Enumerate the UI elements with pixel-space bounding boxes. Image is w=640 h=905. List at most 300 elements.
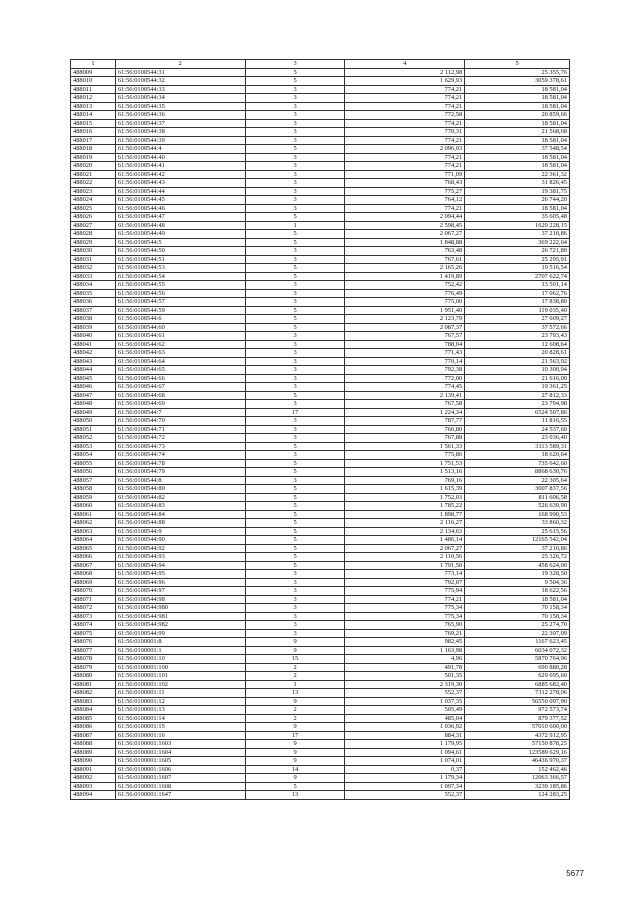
row-number-cell: 488062	[71, 519, 116, 528]
cadastral-number-cell: 61:56:0100544:34	[115, 94, 245, 103]
cadastral-number-cell: 61:56:0100544:42	[115, 170, 245, 179]
area-value-cell: 767,61	[345, 255, 465, 264]
category-code-cell: 2	[245, 672, 345, 681]
cost-value-cell: 369 222,64	[465, 238, 570, 247]
table-row	[71, 255, 570, 264]
cost-value-cell: 23 794,98	[465, 400, 570, 409]
area-value-cell: 1 036,92	[345, 723, 465, 732]
area-value-cell: 2 319,30	[345, 680, 465, 689]
cadastral-number-cell: 61:56:0100544:47	[115, 213, 245, 222]
cadastral-number-cell: 61:56:0100001:100	[115, 663, 245, 672]
area-value-cell: 769,21	[345, 629, 465, 638]
cost-value-cell: 5870 764,96	[465, 655, 570, 664]
table-row	[71, 697, 570, 706]
area-value-cell: 2 116,27	[345, 519, 465, 528]
area-value-cell: 792,07	[345, 578, 465, 587]
cadastral-number-cell: 61:56:0100544:68	[115, 391, 245, 400]
cost-value-cell: 18 581,04	[465, 595, 570, 604]
category-code-cell: 5	[245, 519, 345, 528]
cost-value-cell: 19 361,25	[465, 383, 570, 392]
row-number-cell: 488091	[71, 765, 116, 774]
area-value-cell: 775,86	[345, 451, 465, 460]
cost-value-cell: 6034 072,32	[465, 646, 570, 655]
area-value-cell: 767,58	[345, 400, 465, 409]
row-number-cell: 488050	[71, 417, 116, 426]
category-code-cell: 2	[245, 663, 345, 672]
table-row	[71, 544, 570, 553]
header-row	[71, 60, 570, 69]
table-row	[71, 366, 570, 375]
category-code-cell: 5	[245, 238, 345, 247]
cadastral-number-cell: 61:56:0100544:40	[115, 153, 245, 162]
area-value-cell: 505,49	[345, 706, 465, 715]
category-code-cell: 3	[245, 400, 345, 409]
row-number-cell: 488019	[71, 153, 116, 162]
cost-value-cell: 70 158,34	[465, 612, 570, 621]
table-row	[71, 706, 570, 715]
area-value-cell: 2 123,79	[345, 315, 465, 324]
cost-value-cell: 37 210,86	[465, 544, 570, 553]
cost-value-cell: 21 568,68	[465, 128, 570, 137]
row-number-cell: 488078	[71, 655, 116, 664]
category-code-cell: 17	[245, 731, 345, 740]
area-value-cell: 1 951,40	[345, 306, 465, 315]
row-number-cell: 488087	[71, 731, 116, 740]
cost-value-cell: 18 620,64	[465, 451, 570, 460]
table-row	[71, 85, 570, 94]
category-code-cell: 5	[245, 264, 345, 273]
area-value-cell: 2 110,56	[345, 553, 465, 562]
table-row	[71, 408, 570, 417]
area-value-cell: 1 094,61	[345, 748, 465, 757]
area-value-cell: 1 751,53	[345, 459, 465, 468]
row-number-cell: 488017	[71, 136, 116, 145]
cost-value-cell: 6885 682,40	[465, 680, 570, 689]
row-number-cell: 488073	[71, 612, 116, 621]
table-row	[71, 757, 570, 766]
area-value-cell: 1 513,16	[345, 468, 465, 477]
area-value-cell: 501,35	[345, 672, 465, 681]
row-number-cell: 488047	[71, 391, 116, 400]
row-number-cell: 488071	[71, 595, 116, 604]
category-code-cell: 3	[245, 196, 345, 205]
area-value-cell: 1 561,33	[345, 442, 465, 451]
category-code-cell: 5	[245, 493, 345, 502]
area-value-cell: 552,37	[345, 791, 465, 800]
row-number-cell: 488069	[71, 578, 116, 587]
area-value-cell: 1 224,34	[345, 408, 465, 417]
area-value-cell: 775,27	[345, 187, 465, 196]
cadastral-number-cell: 61:56:0100544:71	[115, 425, 245, 434]
area-value-cell: 767,88	[345, 434, 465, 443]
row-number-cell: 488025	[71, 204, 116, 213]
table-row	[71, 459, 570, 468]
row-number-cell: 488024	[71, 196, 116, 205]
cadastral-number-cell: 61:56:0100544:9	[115, 527, 245, 536]
category-code-cell: 3	[245, 425, 345, 434]
table-row	[71, 170, 570, 179]
row-number-cell: 488094	[71, 791, 116, 800]
cost-value-cell: 18 581,04	[465, 153, 570, 162]
row-number-cell: 488045	[71, 374, 116, 383]
area-value-cell: 1 791,50	[345, 561, 465, 570]
table-row	[71, 604, 570, 613]
row-number-cell: 488016	[71, 128, 116, 137]
area-value-cell: 770,14	[345, 357, 465, 366]
area-value-cell: 2 067,27	[345, 544, 465, 553]
category-code-cell: 5	[245, 510, 345, 519]
category-code-cell: 3	[245, 119, 345, 128]
cadastral-number-cell: 61:56:0100544:98	[115, 595, 245, 604]
category-code-cell: 3	[245, 417, 345, 426]
table-row	[71, 179, 570, 188]
cost-value-cell: 21 616,00	[465, 374, 570, 383]
table-row	[71, 663, 570, 672]
cadastral-number-cell: 61:56:0100544:57	[115, 298, 245, 307]
cadastral-number-cell: 61:56:0100544:48	[115, 221, 245, 230]
area-value-cell: 2 112,98	[345, 68, 465, 77]
row-number-cell: 488042	[71, 349, 116, 358]
cadastral-number-cell: 61:56:0100544:5	[115, 238, 245, 247]
cost-value-cell: 124 283,25	[465, 791, 570, 800]
cost-value-cell: 3059 378,61	[465, 77, 570, 86]
cadastral-number-cell: 61:56:0100544:981	[115, 612, 245, 621]
cadastral-number-cell: 61:56:0100544:93	[115, 553, 245, 562]
cost-value-cell: 27 812,33	[465, 391, 570, 400]
row-number-cell: 488049	[71, 408, 116, 417]
category-code-cell: 3	[245, 128, 345, 137]
table-row	[71, 289, 570, 298]
category-code-cell: 2	[245, 714, 345, 723]
table-row	[71, 204, 570, 213]
cost-value-cell: 9 504,36	[465, 578, 570, 587]
category-code-cell: 3	[245, 578, 345, 587]
category-code-cell: 3	[245, 451, 345, 460]
area-value-cell: 774,21	[345, 85, 465, 94]
category-code-cell: 5	[245, 536, 345, 545]
row-number-cell: 488060	[71, 502, 116, 511]
area-value-cell: 2 165,26	[345, 264, 465, 273]
category-code-cell: 3	[245, 366, 345, 375]
category-code-cell: 3	[245, 332, 345, 341]
cadastral-number-cell: 61:56:0100544:80	[115, 485, 245, 494]
cadastral-number-cell: 61:56:0100001:1604	[115, 748, 245, 757]
row-number-cell: 488009	[71, 68, 116, 77]
category-code-cell: 3	[245, 102, 345, 111]
table-row	[71, 136, 570, 145]
category-code-cell: 9	[245, 774, 345, 783]
category-code-cell: 1	[245, 221, 345, 230]
category-code-cell: 13	[245, 689, 345, 698]
table-row	[71, 77, 570, 86]
category-code-cell: 3	[245, 357, 345, 366]
category-code-cell: 3	[245, 289, 345, 298]
cost-value-cell: 22 307,09	[465, 629, 570, 638]
cost-value-cell: 26 744,20	[465, 196, 570, 205]
cadastral-number-cell: 61:56:0100544:83	[115, 502, 245, 511]
row-number-cell: 488068	[71, 570, 116, 579]
category-code-cell: 15	[245, 655, 345, 664]
category-code-cell: 3	[245, 247, 345, 256]
table-row	[71, 510, 570, 519]
row-number-cell: 488035	[71, 289, 116, 298]
table-row	[71, 731, 570, 740]
category-code-cell: 5	[245, 502, 345, 511]
table-row	[71, 672, 570, 681]
category-code-cell: 3	[245, 604, 345, 613]
category-code-cell: 3	[245, 349, 345, 358]
cadastral-number-cell: 61:56:0100544:59	[115, 306, 245, 315]
table-row	[71, 451, 570, 460]
area-value-cell: 1 898,77	[345, 510, 465, 519]
page-number: 5677	[566, 869, 584, 878]
cadastral-number-cell: 61:56:0100001:10	[115, 655, 245, 664]
cost-value-cell: 19 381,75	[465, 187, 570, 196]
table-row	[71, 425, 570, 434]
category-code-cell: 3	[245, 281, 345, 290]
cost-value-cell: 629 695,60	[465, 672, 570, 681]
row-number-cell: 488038	[71, 315, 116, 324]
area-value-cell: 774,21	[345, 136, 465, 145]
cadastral-number-cell: 61:56:0100544:41	[115, 162, 245, 171]
area-value-cell: 772,00	[345, 374, 465, 383]
cost-value-cell: 1629 228,15	[465, 221, 570, 230]
area-value-cell: 768,43	[345, 179, 465, 188]
cadastral-number-cell: 61:56:0100544:72	[115, 434, 245, 443]
row-number-cell: 488030	[71, 247, 116, 256]
row-number-cell: 488053	[71, 442, 116, 451]
area-value-cell: 1 629,93	[345, 77, 465, 86]
area-value-cell: 1 179,34	[345, 774, 465, 783]
area-value-cell: 0,37	[345, 765, 465, 774]
table-row	[71, 145, 570, 154]
category-code-cell: 3	[245, 476, 345, 485]
table-row	[71, 315, 570, 324]
category-code-cell: 5	[245, 442, 345, 451]
cost-value-cell: 18 622,56	[465, 587, 570, 596]
cadastral-number-cell: 61:56:0100544:64	[115, 357, 245, 366]
table-row	[71, 502, 570, 511]
row-number-cell: 488021	[71, 170, 116, 179]
row-number-cell: 488067	[71, 561, 116, 570]
cost-value-cell: 3113 589,31	[465, 442, 570, 451]
cost-value-cell: 20 859,66	[465, 111, 570, 120]
cost-value-cell: 18 581,04	[465, 102, 570, 111]
cadastral-number-cell: 61:56:0100544:73	[115, 442, 245, 451]
row-number-cell: 488059	[71, 493, 116, 502]
category-code-cell: 5	[245, 272, 345, 281]
category-code-cell: 17	[245, 408, 345, 417]
table-row	[71, 119, 570, 128]
cost-value-cell: 18 581,04	[465, 136, 570, 145]
category-code-cell: 3	[245, 434, 345, 443]
area-value-cell: 1 097,34	[345, 782, 465, 791]
table-row	[71, 442, 570, 451]
cadastral-number-cell: 61:56:0100001:16	[115, 731, 245, 740]
table-row	[71, 213, 570, 222]
cadastral-number-cell: 61:56:0100544:37	[115, 119, 245, 128]
area-value-cell: 4,96	[345, 655, 465, 664]
cadastral-number-cell: 61:56:0100544:55	[115, 281, 245, 290]
cost-value-cell: 811 606,58	[465, 493, 570, 502]
cadastral-number-cell: 61:56:0100544:49	[115, 230, 245, 239]
category-code-cell: 14	[245, 765, 345, 774]
cadastral-number-cell: 61:56:0100544:88	[115, 519, 245, 528]
row-number-cell: 488013	[71, 102, 116, 111]
table-row	[71, 281, 570, 290]
cadastral-number-cell: 61:56:0100544:90	[115, 536, 245, 545]
row-number-cell: 488048	[71, 400, 116, 409]
row-number-cell: 488090	[71, 757, 116, 766]
table-row	[71, 621, 570, 630]
table-row	[71, 655, 570, 664]
row-number-cell: 488070	[71, 587, 116, 596]
row-number-cell: 488057	[71, 476, 116, 485]
area-value-cell: 1 752,03	[345, 493, 465, 502]
table-body	[71, 68, 570, 799]
row-number-cell: 488022	[71, 179, 116, 188]
cost-value-cell: 26 721,80	[465, 247, 570, 256]
category-code-cell: 9	[245, 723, 345, 732]
cadastral-number-cell: 61:56:0100001:1606	[115, 765, 245, 774]
cost-value-cell: 25 355,76	[465, 68, 570, 77]
area-value-cell: 787,77	[345, 417, 465, 426]
category-code-cell: 9	[245, 740, 345, 749]
table-row	[71, 774, 570, 783]
area-value-cell: 774,21	[345, 102, 465, 111]
category-code-cell: 9	[245, 757, 345, 766]
category-code-cell: 9	[245, 697, 345, 706]
cost-value-cell: 70 158,34	[465, 604, 570, 613]
area-value-cell: 774,21	[345, 595, 465, 604]
area-value-cell: 2 096,03	[345, 145, 465, 154]
cadastral-number-cell: 61:56:0100544:54	[115, 272, 245, 281]
cost-value-cell: 123589 629,16	[465, 748, 570, 757]
row-number-cell: 488086	[71, 723, 116, 732]
category-code-cell: 9	[245, 646, 345, 655]
table-row	[71, 791, 570, 800]
cadastral-number-cell: 61:56:0100544:95	[115, 570, 245, 579]
cadastral-number-cell: 61:56:0100544:7	[115, 408, 245, 417]
cadastral-number-cell: 61:56:0100544:74	[115, 451, 245, 460]
row-number-cell: 488092	[71, 774, 116, 783]
category-code-cell: 1	[245, 680, 345, 689]
category-code-cell: 5	[245, 145, 345, 154]
table-row	[71, 595, 570, 604]
cost-value-cell: 25 615,56	[465, 527, 570, 536]
area-value-cell: 764,12	[345, 196, 465, 205]
cadastral-number-cell: 61:56:0100001:1	[115, 646, 245, 655]
cost-value-cell: 690 880,28	[465, 663, 570, 672]
row-number-cell: 488081	[71, 680, 116, 689]
cadastral-number-cell: 61:56:0100544:60	[115, 323, 245, 332]
row-number-cell: 488093	[71, 782, 116, 791]
area-value-cell: 773,14	[345, 570, 465, 579]
area-value-cell: 775,94	[345, 587, 465, 596]
cadastral-number-cell: 61:56:0100001:101	[115, 672, 245, 681]
area-value-cell: 2 598,45	[345, 221, 465, 230]
cadastral-number-cell: 61:56:0100001:1605	[115, 757, 245, 766]
category-code-cell: 5	[245, 553, 345, 562]
row-number-cell: 488011	[71, 85, 116, 94]
row-number-cell: 488079	[71, 663, 116, 672]
cadastral-number-cell: 61:56:0100544:982	[115, 621, 245, 630]
header-col-4: 4	[345, 60, 465, 69]
cadastral-number-cell: 61:56:0100001:1647	[115, 791, 245, 800]
area-value-cell: 774,21	[345, 94, 465, 103]
row-number-cell: 488040	[71, 332, 116, 341]
table-row	[71, 570, 570, 579]
category-code-cell: 3	[245, 570, 345, 579]
cost-value-cell: 22 305,64	[465, 476, 570, 485]
cost-value-cell: 19 328,50	[465, 570, 570, 579]
area-value-cell: 1 163,98	[345, 646, 465, 655]
area-value-cell: 771,43	[345, 349, 465, 358]
category-code-cell: 3	[245, 179, 345, 188]
area-value-cell: 775,34	[345, 604, 465, 613]
table-row	[71, 417, 570, 426]
cost-value-cell: 37 548,54	[465, 145, 570, 154]
cadastral-number-cell: 61:56:0100544:96	[115, 578, 245, 587]
cadastral-number-cell: 61:56:0100544:31	[115, 68, 245, 77]
cost-value-cell: 458 624,00	[465, 561, 570, 570]
table-row	[71, 493, 570, 502]
category-code-cell: 5	[245, 230, 345, 239]
category-code-cell: 3	[245, 629, 345, 638]
cadastral-number-cell: 61:56:0100544:97	[115, 587, 245, 596]
cost-value-cell: 12063 366,57	[465, 774, 570, 783]
header-col-2: 2	[115, 60, 245, 69]
category-code-cell: 5	[245, 782, 345, 791]
cadastral-number-cell: 61:56:0100544:38	[115, 128, 245, 137]
area-value-cell: 982,45	[345, 638, 465, 647]
category-code-cell: 3	[245, 587, 345, 596]
category-code-cell: 3	[245, 111, 345, 120]
row-number-cell: 488039	[71, 323, 116, 332]
area-value-cell: 1 615,39	[345, 485, 465, 494]
cadastral-number-cell: 61:56:0100001:14	[115, 714, 245, 723]
header-col-5: 5	[465, 60, 570, 69]
cadastral-number-cell: 61:56:0100544:99	[115, 629, 245, 638]
cost-value-cell: 4372 912,95	[465, 731, 570, 740]
area-value-cell: 1 179,95	[345, 740, 465, 749]
area-value-cell: 772,58	[345, 111, 465, 120]
cost-value-cell: 18 581,04	[465, 204, 570, 213]
area-value-cell: 774,21	[345, 204, 465, 213]
table-row	[71, 646, 570, 655]
cadastral-number-cell: 61:56:0100544:4	[115, 145, 245, 154]
category-code-cell: 3	[245, 85, 345, 94]
row-number-cell: 488061	[71, 510, 116, 519]
cadastral-number-cell: 61:56:0100544:61	[115, 332, 245, 341]
area-value-cell: 491,78	[345, 663, 465, 672]
row-number-cell: 488089	[71, 748, 116, 757]
cadastral-number-cell: 61:56:0100001:12	[115, 697, 245, 706]
area-value-cell: 763,48	[345, 247, 465, 256]
area-value-cell: 2 087,37	[345, 323, 465, 332]
category-code-cell: 3	[245, 94, 345, 103]
table-row	[71, 162, 570, 171]
cadastral-number-cell: 61:56:0100544:33	[115, 85, 245, 94]
category-code-cell: 9	[245, 638, 345, 647]
cost-value-cell: 20 828,61	[465, 349, 570, 358]
category-code-cell: 5	[245, 68, 345, 77]
cost-value-cell: 526 639,90	[465, 502, 570, 511]
row-number-cell: 488076	[71, 638, 116, 647]
cost-value-cell: 152 462,46	[465, 765, 570, 774]
cadastral-number-cell: 61:56:0100544:44	[115, 187, 245, 196]
category-code-cell: 9	[245, 748, 345, 757]
